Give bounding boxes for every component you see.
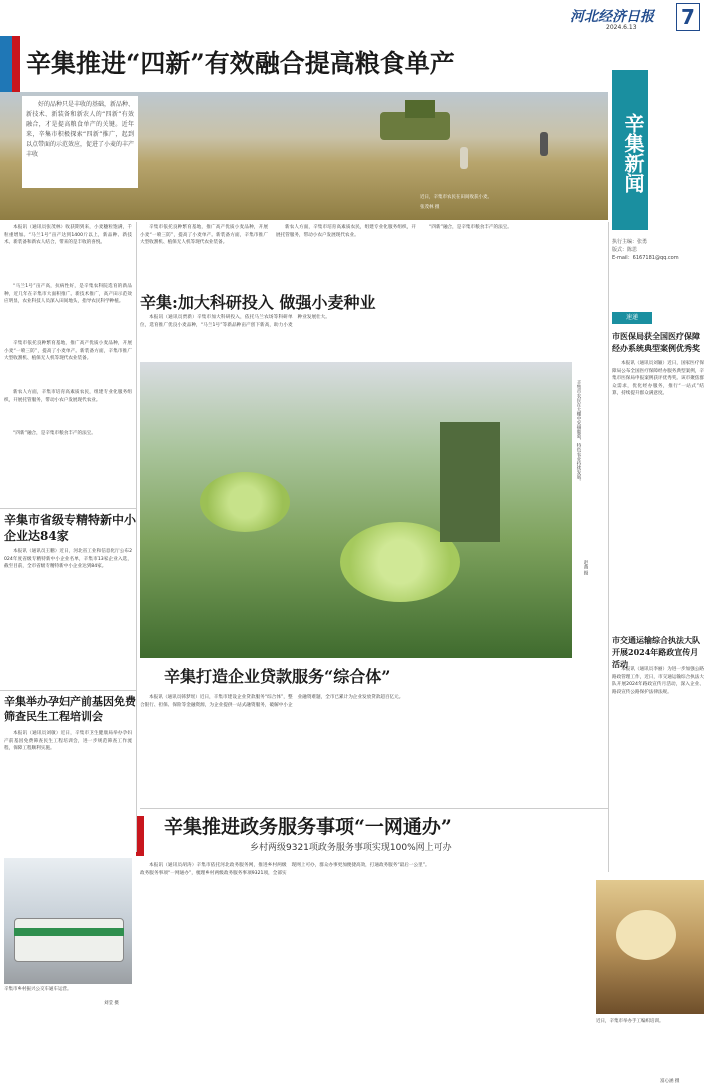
lead-headline: 辛集推进“四新”有效融合提高粮食单产 [26,49,455,78]
lead-bar [0,36,12,92]
brief-headline: 市交通运输综合执法大队开展2024年路政宣传月活动 [612,635,700,669]
loan-headline: 辛集打造企业贷款服务“综合体” [164,667,391,686]
lead-body-col3 [276,224,416,284]
brand-editor: 执行主编：张勇 [612,239,648,245]
masthead-title: 河北经济日报 [570,9,654,25]
lead-para: 辛集市依托良种繁育基地，推广高产优质小麦品种，开展小麦“一喷三防”，提高了小麦单产。新装备方面，辛集市推广大型收割机、植保无人机等现代农业装备。 [140,225,268,246]
photo-bus [4,858,132,984]
gov-headline: 辛集推进政务服务事项“一网通办” [164,816,452,838]
brand-panel [612,52,704,302]
gov-bar [136,816,144,856]
lead-body-col1 [4,224,132,506]
photo3-caption: 辛集市乡村振兴公交车通车运营。 [4,987,72,992]
brief-body [612,666,704,866]
brief-text: 本报讯（通讯员刘颖）近日，国家医疗保障局公布全国医疗保障经办服务典型案例，辛集市医保局申报案例获评优秀奖。该市聚焦群众需求，优化经办服务，推行“一站式”结算，持续提升群众满意度。 [612,361,704,397]
gov-body [140,862,590,1086]
lead-para: “四新”融合，是辛集市粮食丰产的法宝。 [429,225,512,230]
photo1-caption: 近日，辛集市农民在田间收获小麦。 [420,195,492,200]
photo2-credit: 赵燕 摄 [583,560,588,575]
gov-subhead: 乡村两级9321项政务服务事项实现100%网上可办 [250,843,452,853]
photo2-caption: 辛集市农民在大棚中采摘葡萄，特色农业持续发展。 [576,380,581,484]
brief-text: 本报讯（通讯员李丽）为进一步加强公路路政管理工作，近日，市交通运输综合执法大队开展2024年路政宣传月活动，深入企业、路段宣传公路保护法律法规。 [612,667,704,695]
sme-headline: 辛集市省级专精特新中小企业达84家 [4,513,137,543]
sci-headline: 辛集:加大科研投入 做强小麦种业 [140,293,376,312]
lab-headline: 辛集举办孕妇产前基因免费筛查民生工程培训会 [4,695,136,723]
lead-summary [22,96,138,188]
lead-para: 新农人方面，辛集市培育高素质农民，组建专业化服务组织，开展托管服务，带动小农户发展现代农业。 [4,390,132,403]
lead-para: “马兰1号”亩产高，抗病性好，是辛集农科院选育的新品种，近几年在辛集市大面积推广。新技术推广，高产田示范效应明显，农业科技人员深入田间地头，指导农民科学种植。 [4,284,132,305]
brief-body [612,360,704,630]
photo-greenhouse-grapes [140,362,572,658]
gov-text: 本报讯（通讯员胡涛）辛集市依托河北政务服务网，推进乡村两级政务服务事项“一网通办”，梳理乡村两级政务服务事项9321项，全部实现网上可办，群众办事更加便捷高效，打通政务服务“最后一公里”。 [140,863,430,876]
sci-body [140,314,608,354]
divider [136,222,137,852]
lead-para: “四新”融合，是辛集市粮食丰产的法宝。 [13,431,96,436]
divider [140,808,608,809]
loan-text: 本报讯（通讯员韩梦瑶）近日，辛集市建设企业贷款服务“综合体”，整合银行、担保、保险等金融资源，为企业提供一站式融资服务，破解中小企业融资难题，全市已累计为企业发放贷款超百亿元。 [140,695,404,708]
sci-text: 本报讯（通讯员贾新）辛集市加大科研投入，依托马兰农场等科研单位，选育推广优良小麦品种，“马兰1号”等新品种亩产创下新高，助力小麦种业发展壮大。 [140,315,330,328]
divider [608,222,609,872]
lead-para: 辛集市依托良种繁育基地，推广高产优质小麦品种，开展小麦“一喷三防”，提高了小麦单产。新装备方面，辛集市推广大型收割机、植保无人机等现代农业装备。 [4,341,132,362]
brief-headline: 市医保局获全国医疗保障经办系统典型案例优秀奖 [612,331,700,353]
lead-bar-red [12,36,20,92]
lab-text: 本报讯（通讯员刘敏）近日，辛集市卫生健康局举办孕妇产前基因免费筛查民生工程培训会，进一步规范筛查工作流程，保障工程顺利实施。 [4,731,132,752]
brand-block: 辛集新闻 [612,70,648,230]
brand-reporter: 版式：陈思 [612,247,638,253]
photo3-credit: 刘莹 摄 [104,1001,119,1006]
lead-summary-text: 好的品种只是丰收的基础，新品种、新技术、新装备和新农人的“四新”有效融合，才是提高粮食单产的关键。近年来，辛集市积极探索“四新”推广，起到以点带面的示范效应，促进了小麦的丰产丰收 [26,101,134,158]
lead-body-col2 [140,224,268,284]
masthead [0,0,708,36]
lead-body-col4 [420,224,608,284]
page-number: 7 [676,3,700,31]
photo-handcraft [596,880,704,1014]
divider [0,508,136,509]
brief-tag: 速递 [612,312,652,324]
photo4-caption: 近日，辛集市举办手工编织培训。 [596,1019,664,1024]
divider [0,690,136,691]
photo1-credit: 张茂林 摄 [420,205,440,210]
brand-email: E-mail：6167181@qq.com [612,255,679,261]
lead-para: 新农人方面，辛集市培育高素质农民，组建专业化服务组织，开展托管服务，带动小农户发展现代农业。 [276,225,416,238]
sme-body [4,548,132,686]
loan-body [140,694,608,806]
masthead-date: 2024.6.13 [606,24,637,31]
lead-para: 本报讯（通讯员张茂林）收获期到来，小麦穗粒饱满，千粒重增加。“马兰1号”亩产达到1400斤以上，新品种、新技术、新装备和新农人结合，带来的是丰收的喜悦。 [4,225,132,246]
lab-body [4,730,132,850]
photo4-credit: 富心涵 摄 [660,1079,680,1084]
sme-text: 本报讯（通讯员王鹏）近日，河北省工业和信息化厅公布2024年度省级专精特新中小企业名单，辛集市13家企业入选，截至目前，全市省级专精特新中小企业达到84家。 [4,549,132,570]
